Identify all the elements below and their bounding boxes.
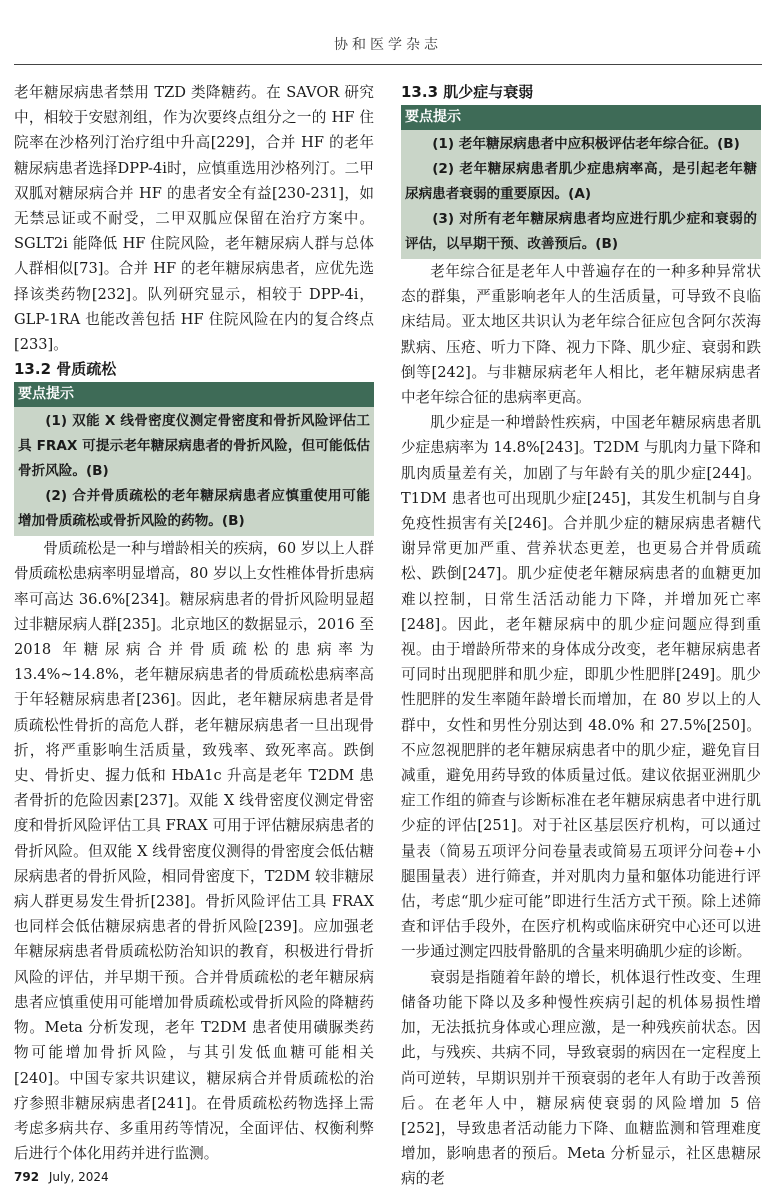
paragraph: 骨质疏松是一种与增龄相关的疾病，60 岁以上人群骨质疏松患病率明显增高，80 岁以上女性椎体骨折患病率可高达 36.6%[234]。糖尿病患者的骨折风险明显超过非糖尿病人群[235]。北京地区的数据显示，2016 至 2018 年糖尿病合并骨质疏松的患病率为 13.4%~14.8%，老年糖尿病患者的骨质疏松患病率高于年轻糖尿病患者[236]。因此，老年糖尿病患者是骨质疏松性骨折的高危人群，老年糖尿病患者一旦出现骨折，将严重影响生活质量，致残率、致死率高。跌倒史、骨折史、握力低和 HbA1c 升高是老年 T2DM 患者骨折的危险因素[237]。双能 X 线骨密度仪测定骨密度和骨折风险评估工具 FRAX 可用于评估糖尿病患者的骨折风险。但双能 X 线骨密度仪测得的骨密度会低估糖尿病患者的骨折风险，相同骨密度下，T2DM 较非糖尿病人群更易发生骨折[238]。骨折风险评估工具 FRAX 也同样会低估糖尿病患者的骨折风险[239]。应加强老年糖尿病患者骨质疏松防治知识的教育，积极进行骨折风险的评估，并早期干预。合并骨质疏松的老年糖尿病患者应慎重使用可能增加骨质疏松或骨折风险的降糖药物。Meta 分析发现，老年 T2DM 患者使用磺脲类药物可能增加骨折风险，与其引发低血糖可能相关[240]。中国专家共识建议，糖尿病合并骨质疏松的治疗参照非糖尿病患者[241]。在骨质疏松药物选择上需考虑多病共存、多重用药等情况，全面评估、权衡利弊后进行个体化用药并进行监测。	[14, 540, 374, 1163]
left-column	[14, 80, 374, 1166]
keypoints-title: 要点提示	[14, 382, 374, 407]
keypoint-item: (2) 合并骨质疏松的老年糖尿病患者应慎重使用可能增加骨质疏松或骨折风险的药物。(B)	[18, 488, 370, 530]
paragraph: 肌少症是一种增龄性疾病，中国老年糖尿病患者肌少症患病率为 14.8%[243]。T2DM 与肌肉力量下降和肌肉质量差有关，加剧了与年龄有关的肌少症[244]。T1DM 患者也可出现肌少症[245]，其发生机制与自身免疫性损害有关[246]。合并肌少症的糖尿病患者糖代谢异常更加严重、营养状态更差，也更易合并骨质疏松、跌倒[247]。肌少症使老年糖尿病患者的血糖更加难以控制，日常生活活动能力下降，并增加死亡率[248]。因此，老年糖尿病中的肌少症问题应得到重视。由于增龄所带来的身体成分改变，老年糖尿病患者可同时出现肥胖和肌少症，即肌少性肥胖[249]。肌少性肥胖的发生率随年龄增长而增加，在 80 岁以上的人群中，女性和男性分别达到 48.0% 和 27.5%[250]。不应忽视肥胖的老年糖尿病患者中的肌少症，避免盲目减重，避免用药导致的体质量过低。建议依据亚洲肌少症工作组的筛查与诊断标准在老年糖尿病患者中进行肌少症的评估[251]。对于社区基层医疗机构，可以通过量表（简易五项评分问卷量表或简易五项评分问卷+小腿围量表）进行筛查，并对肌肉力量和躯体功能进行评估，考虑“肌少症可能”即进行生活方式干预。除上述筛查和评估手段外，在医疗机构或临床研究中心还可以进一步通过测定四肢骨骼肌的含量来明确肌少症的诊断。	[401, 414, 761, 961]
paragraph: 老年综合征是老年人中普遍存在的一种多种异常状态的群集，严重影响老年人的生活质量，可导致不良临床结局。亚太地区共识认为老年综合征应包含阿尔茨海默病、压疮、听力下降、视力下降、肌少症、衰弱和跌倒等[242]。与非糖尿病老年人相比，老年糖尿病患者中老年综合征的患病率更高。	[401, 263, 761, 407]
keypoints-box	[14, 407, 374, 536]
keypoints-title: 要点提示	[401, 105, 761, 130]
header-rule	[14, 64, 762, 65]
paragraph: 老年糖尿病患者禁用 TZD 类降糖药。在 SAVOR 研究中，相较于安慰剂组，作为次要终点组分之一的 HF 住院率在沙格列汀治疗组中升高[229]，合并 HF 的老年糖尿病患者选择DPP-4i时，应慎重选用沙格列汀。二甲双胍对糖尿病合并 HF 的患者安全有益[230-231]，如无禁忌证或不耐受，二甲双胍应保留在治疗方案中。SGLT2i 能降低 HF 住院风险，老年糖尿病人群与总体人群相似[73]。合并 HF 的老年糖尿病患者，应优先选择该类药物[232]。队列研究显示，相较于 DPP-4i，GLP-1RA 也能改善包括 HF 住院风险在内的复合终点[233]。	[14, 84, 374, 354]
keypoint-item: (3) 对所有老年糖尿病患者均应进行肌少症和衰弱的评估，以早期干预、改善预后。(B)	[405, 211, 757, 252]
page-number: 792	[14, 1170, 40, 1184]
keypoints-box	[401, 130, 761, 259]
right-column	[401, 80, 761, 1192]
journal-title: 协和医学杂志	[334, 37, 442, 53]
paragraph: 衰弱是指随着年龄的增长，机体退行性改变、生理储备功能下降以及多种慢性疾病引起的机体易损性增加，无法抵抗身体或心理应激，是一种残疾前状态。因此，与残疾、共病不同，导致衰弱的病因在一定程度上尚可逆转，早期识别并干预衰弱的老年人有助于改善预后。在老年人中，糖尿病使衰弱的风险增加 5 倍[252]，导致患者活动能力下降、血糖监测和管理难度增加，影响患者的预后。Meta 分析显示，社区患糖尿病的老	[401, 968, 761, 1188]
keypoints-panel	[401, 105, 761, 259]
section-heading-sarcopenia-frailty: 13.3 肌少症与衰弱	[401, 83, 534, 101]
keypoint-item: (1) 双能 X 线骨密度仪测定骨密度和骨折风险评估工具 FRAX 可提示老年糖尿病患者的骨折风险，但可能低估骨折风险。(B)	[18, 413, 370, 480]
keypoint-item: (1) 老年糖尿病患者中应积极评估老年综合征。(B)	[432, 136, 740, 152]
issue-date: July, 2024	[48, 1170, 109, 1184]
page-footer	[14, 1170, 109, 1184]
keypoint-item: (2) 老年糖尿病患者肌少症患病率高，是引起老年糖尿病患者衰弱的重要原因。(A)	[405, 161, 757, 202]
section-heading-osteoporosis: 13.2 骨质疏松	[14, 360, 117, 379]
keypoints-panel	[14, 382, 374, 536]
